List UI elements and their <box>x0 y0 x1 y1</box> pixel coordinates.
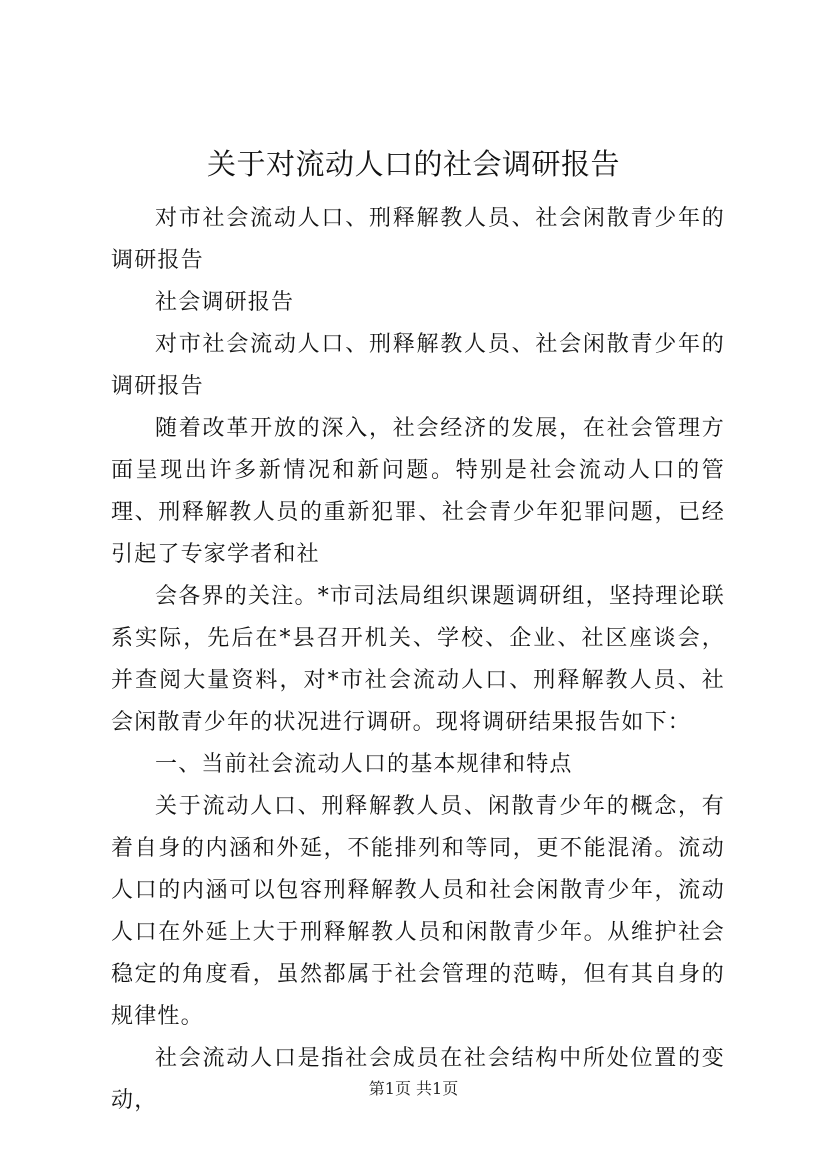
page-footer: 第1页 共1页 <box>368 1079 459 1098</box>
document-body <box>111 198 725 1122</box>
paragraph: 对市社会流动人口、刑释解教人员、社会闲散青少年的调研报告 <box>111 206 725 273</box>
section-heading: 一、当前社会流动人口的基本规律和特点 <box>155 752 573 777</box>
paragraph: 随着改革开放的深入，社会经济的发展，在社会管理方面呈现出许多新情况和新问题。特别是社会流动人口的管理、刑释解教人员的重新犯罪、社会青少年犯罪问题，已经引起了专家学者和社 <box>111 416 725 567</box>
paragraph: 社会流动人口是指社会成员在社会结构中所处位置的变动， <box>111 1046 725 1113</box>
paragraph: 会各界的关注。*市司法局组织课题调研组，坚持理论联系实际，先后在*县召开机关、学校、企业、社区座谈会，并查阅大量资料，对*市社会流动人口、刑释解教人员、社会闲散青少年的状况进行调研。现将调研结果报告如下： <box>111 584 725 735</box>
document-title: 关于对流动人口的社会调研报告 <box>206 147 620 181</box>
paragraph: 社会调研报告 <box>155 290 295 315</box>
paragraph: 对市社会流动人口、刑释解教人员、社会闲散青少年的调研报告 <box>111 332 725 399</box>
paragraph: 关于流动人口、刑释解教人员、闲散青少年的概念，有着自身的内涵和外延，不能排列和等同，更不能混淆。流动人口的内涵可以包容刑释解教人员和社会闲散青少年，流动人口在外延上大于刑释解教人员和闲散青少年。从维护社会稳定的角度看，虽然都属于社会管理的范畴，但有其自身的规律性。 <box>111 794 725 1029</box>
